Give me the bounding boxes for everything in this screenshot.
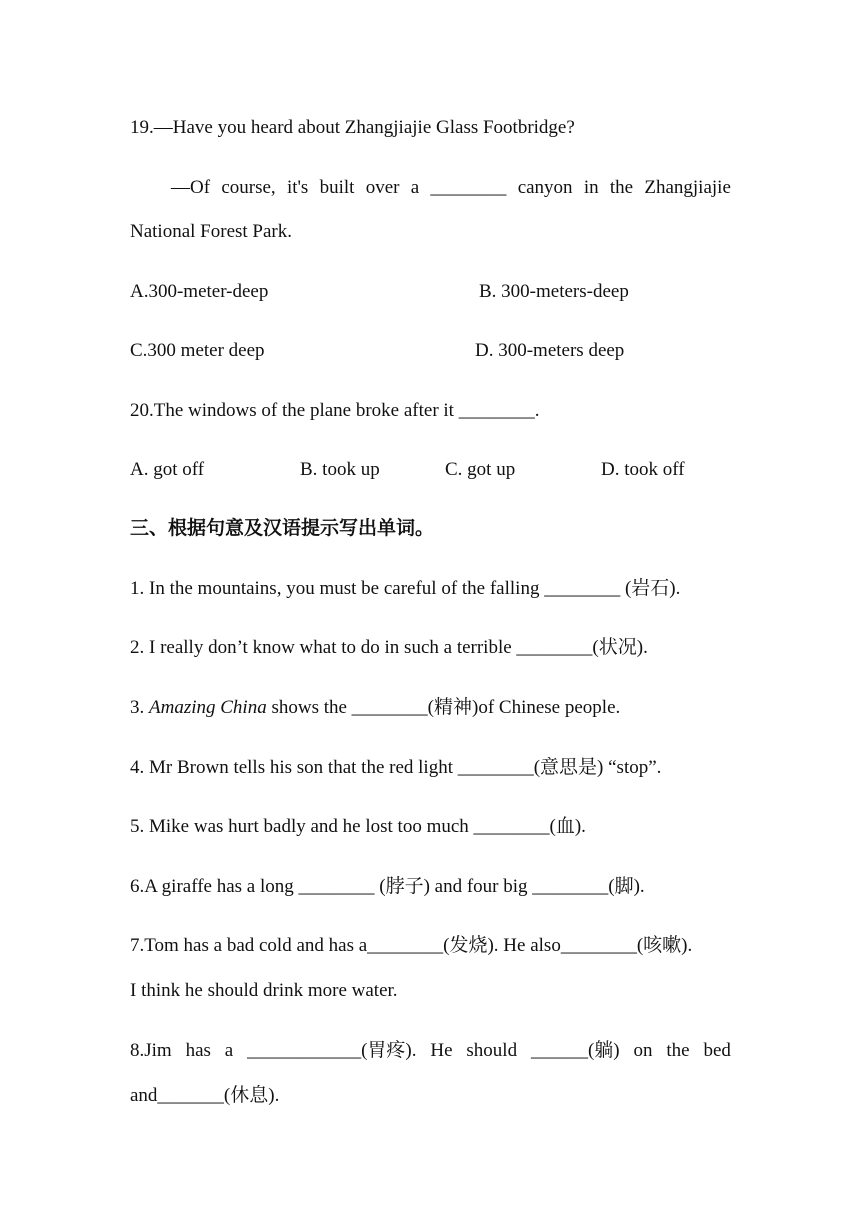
fill-item-8-blank: ______(躺) [530,1040,620,1061]
fill-item-8-word: He [430,1040,453,1061]
fill-item-8-word: a [224,1040,234,1061]
q19-word: it's [286,177,309,198]
program-title: Amazing China [149,697,267,718]
fill-item-8-line2: and_______(休息). [130,1085,280,1106]
q19-word: over [365,177,400,198]
fill-item-8-word: on [633,1040,653,1061]
q19-word: Zhangjiajie [644,177,731,198]
fill-item-8-word: the [666,1040,690,1061]
q19-blank: ________ [430,177,507,198]
q20-option-b: B. took up [300,459,380,480]
section-heading: 三、根据句意及汉语提示写出单词。 [130,518,435,539]
fill-item-5: 5. Mike was hurt badly and he lost too much ________(血). [130,816,586,837]
q19-word: in [583,177,599,198]
q19-answer-line [171,176,731,200]
fill-item-7-line2: I think he should drink more water. [130,980,398,1001]
q19-word: a [410,177,420,198]
fill-item-1: 1. In the mountains, you must be careful of the falling ________ (岩石). [130,578,681,599]
fill-item-3-text: shows the ________(精神)of Chinese people. [266,697,621,718]
fill-item-8-word: should [466,1040,518,1061]
fill-item-3 [130,696,731,720]
q19-word: course, [221,177,276,198]
q20-option-d: D. took off [601,459,685,480]
fill-item-4: 4. Mr Brown tells his son that the red light ________(意思是) “stop”. [130,757,662,778]
fill-item-8-word: bed [703,1040,731,1061]
fill-item-3-number: 3. [130,697,149,718]
q19-option-c: C.300 meter deep [130,340,265,361]
q19-option-b: B. 300-meters-deep [479,281,629,302]
q20-stem: 20.The windows of the plane broke after it ________. [130,400,540,421]
fill-item-2: 2. I really don’t know what to do in such a terrible ________(状况). [130,637,648,658]
fill-item-6: 6.A giraffe has a long ________ (脖子) and four big ________(脚). [130,876,645,897]
q19-answer-continuation: National Forest Park. [130,221,293,242]
q19-word: built [319,177,355,198]
q19-option-d: D. 300-meters deep [475,340,625,361]
fill-item-8-word: 8.Jim [130,1040,172,1061]
q20-option-c: C. got up [445,459,516,480]
fill-item-8-line1 [130,1039,731,1063]
fill-item-8-word: has [185,1040,211,1061]
q20-option-a: A. got off [130,459,205,480]
fill-item-8-blank: ____________(胃疼). [247,1040,417,1061]
q19-word: the [609,177,634,198]
q19-stem: 19.—Have you heard about Zhangjiajie Glass Footbridge? [130,117,575,138]
fill-item-7-line1: 7.Tom has a bad cold and has a________(发烧). He also________(咳嗽). [130,935,693,956]
q19-word: canyon [517,177,573,198]
q19-word: —Of [171,177,211,198]
q19-option-a: A.300-meter-deep [130,281,269,302]
